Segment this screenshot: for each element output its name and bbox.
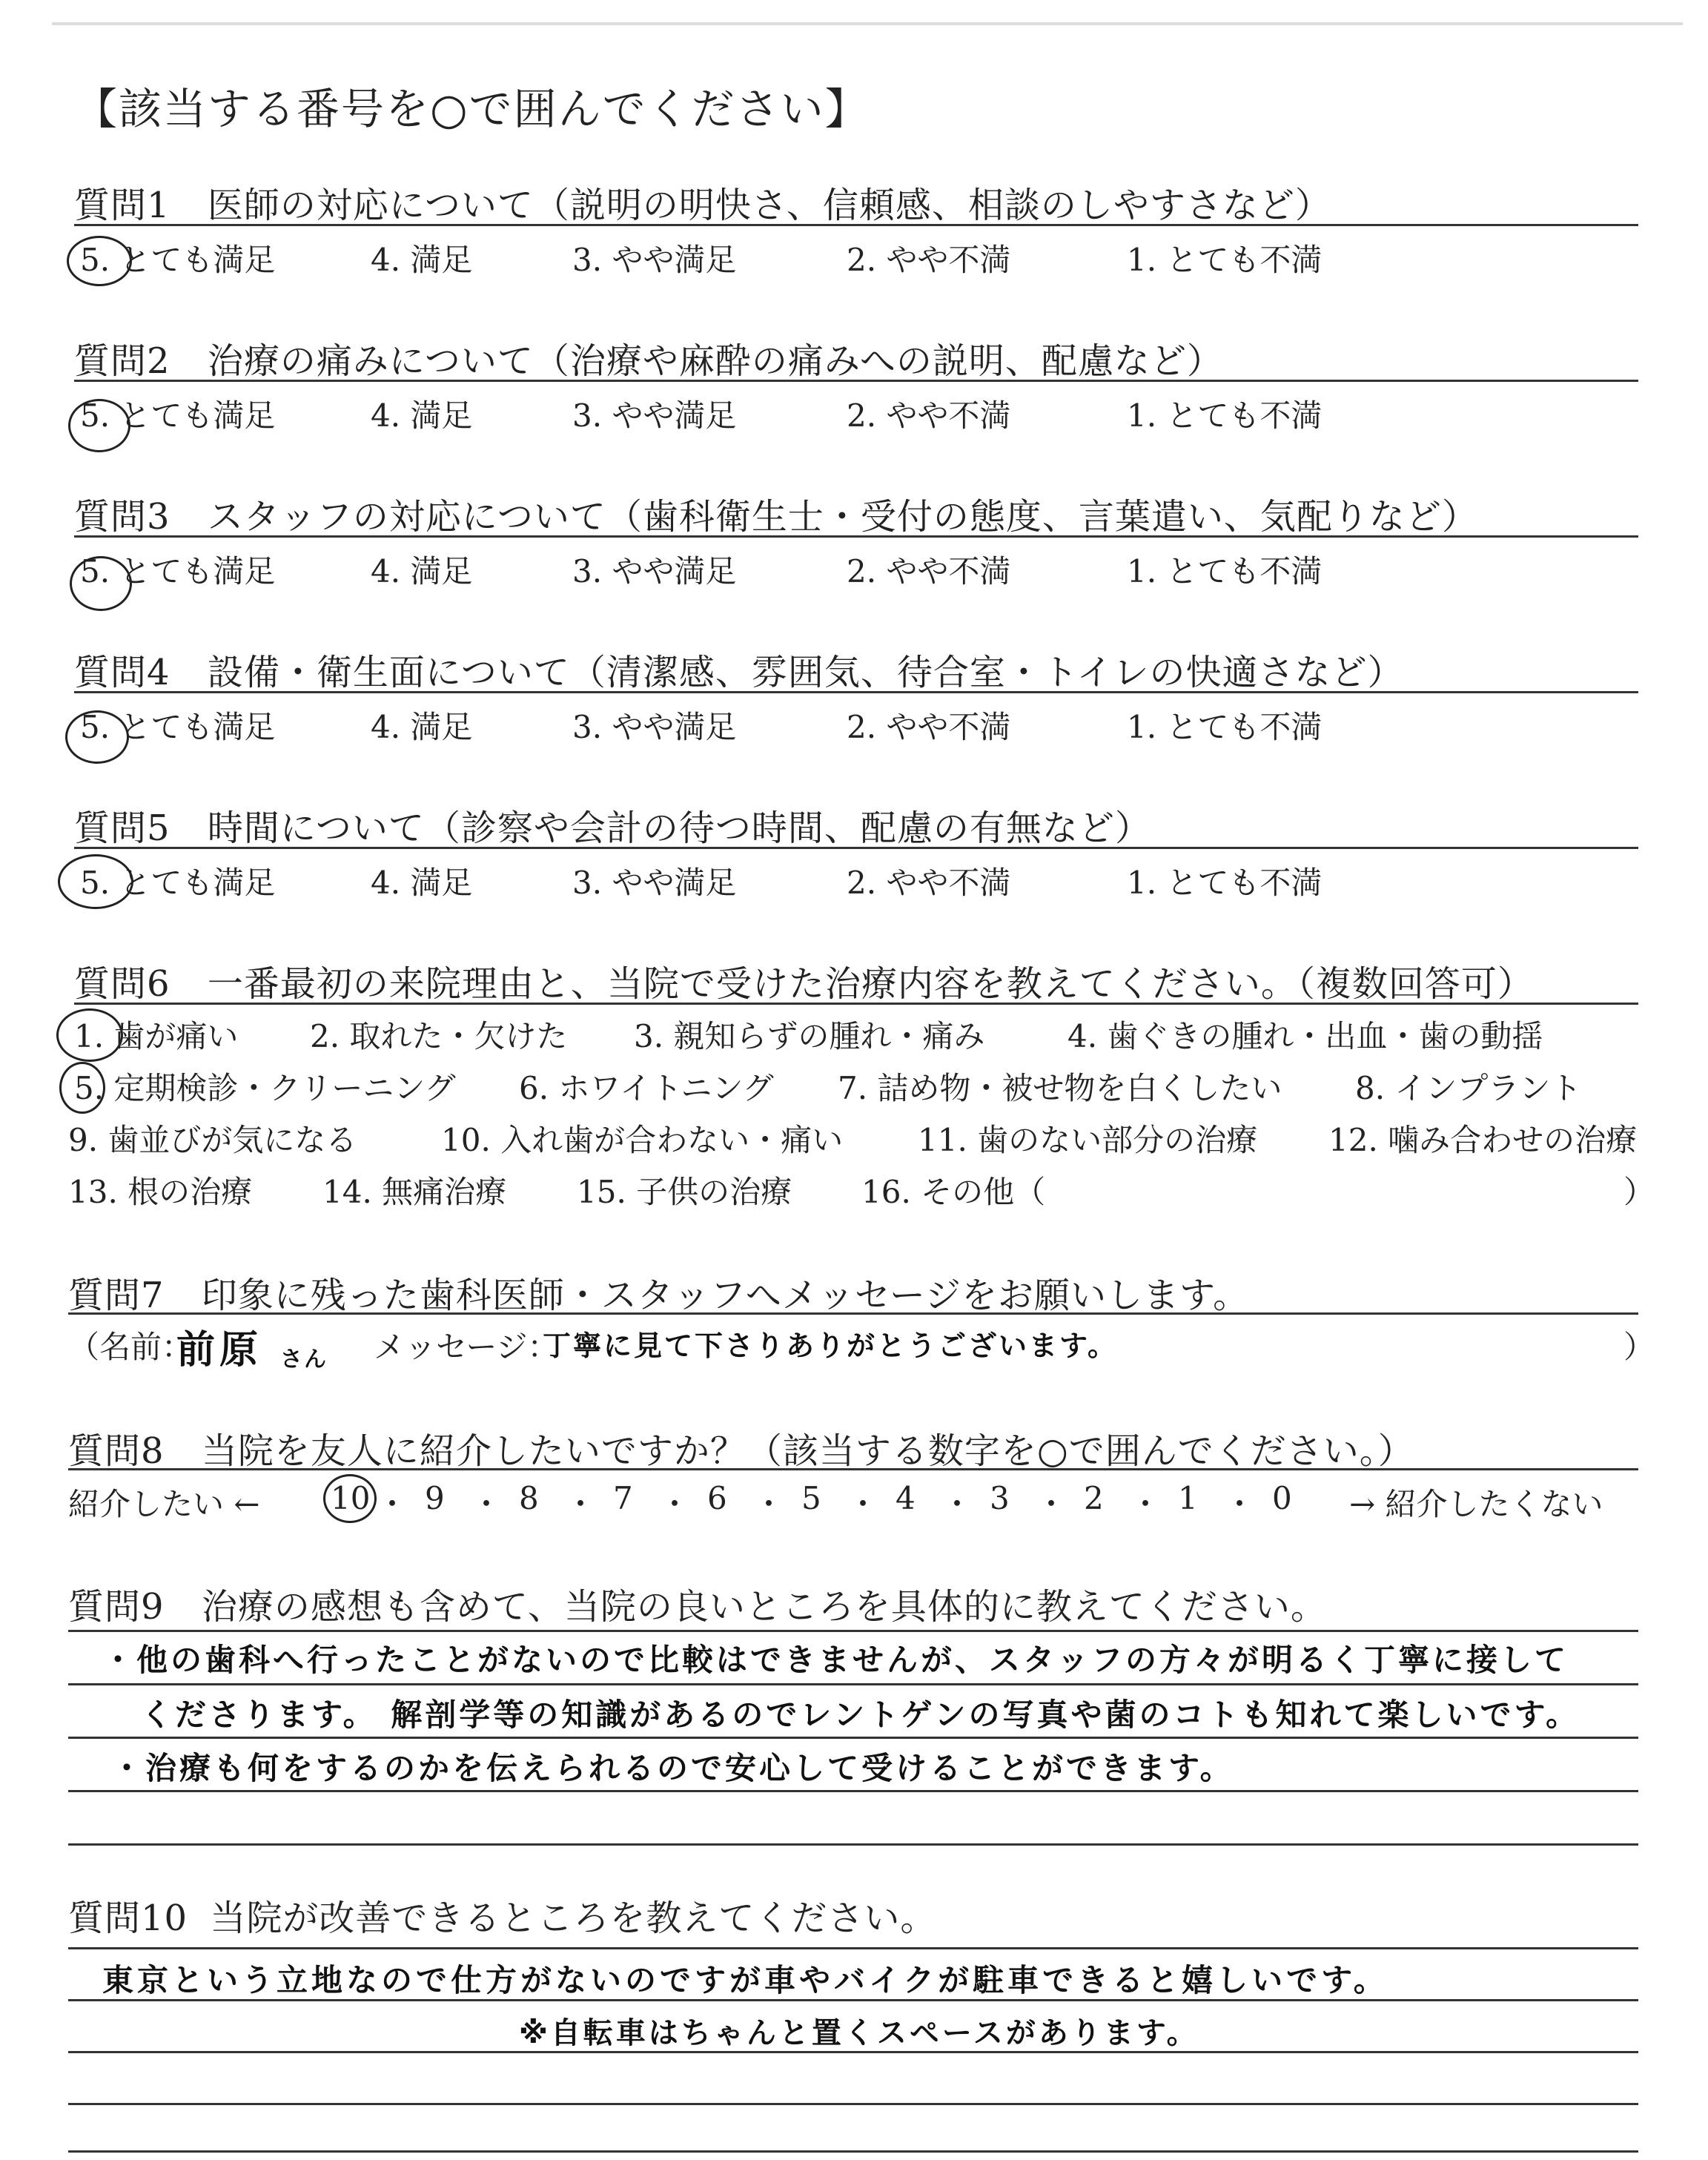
question-3-text: スタッフの対応について（歯科衛生士・受付の態度、言葉遣い、気配りなど） [207, 496, 1478, 538]
question-6-label: 質問6 [74, 963, 171, 1005]
question-6-rule [74, 1003, 1638, 1005]
question-1-label: 質問1 [74, 185, 171, 226]
question-2-rule [74, 380, 1638, 382]
question-5-rule [74, 847, 1638, 849]
q2-option-5[interactable]: 5. とても満足 [80, 397, 276, 434]
q4-option-1[interactable]: 1. とても不満 [1127, 709, 1323, 745]
question-8-heading [68, 1422, 1414, 1473]
q6-selected-circle-5 [59, 1062, 105, 1114]
q8-scale-value-10[interactable]: 10 [331, 1480, 371, 1516]
q4-option-4[interactable]: 4. 満足 [371, 709, 473, 745]
q3-option-5[interactable]: 5. とても満足 [80, 553, 276, 589]
q1-option-1[interactable]: 1. とても不満 [1127, 242, 1323, 278]
q2-selected-circle [68, 399, 130, 452]
q8-right-label: → 紹介したくない [1349, 1486, 1603, 1522]
q6-option-11[interactable]: 11. 歯のない部分の治療 [918, 1122, 1258, 1158]
question-10-text: 当院が改善できるところを教えてください。 [210, 1898, 937, 1939]
q2-option-3[interactable]: 3. やや満足 [572, 397, 737, 434]
q8-scale-separator: ・ [941, 1486, 973, 1522]
question-1-heading [74, 176, 1331, 228]
q8-selected-circle [323, 1474, 377, 1523]
q8-scale-value-9[interactable]: 9 [425, 1480, 445, 1516]
q8-scale-value-6[interactable]: 6 [707, 1480, 727, 1516]
q9-answer-text-1[interactable]: ・他の歯科へ行ったことがないので比較はできませんが、スタッフの方々が明るく丁寧に接して [102, 1642, 1569, 1678]
q6-selected-circle-1 [56, 1008, 123, 1062]
q8-scale-value-0[interactable]: 0 [1272, 1480, 1292, 1516]
question-3-label: 質問3 [74, 496, 171, 538]
q6-option-2[interactable]: 2. 取れた・欠けた [310, 1018, 568, 1054]
q8-scale-separator: ・ [565, 1486, 597, 1522]
q10-answer-line-4 [68, 2103, 1638, 2105]
q1-option-4[interactable]: 4. 満足 [371, 242, 473, 278]
q7-message-value[interactable]: 丁寧に見て下さりありがとうございます。 [543, 1330, 1118, 1362]
q6-option-1[interactable]: 1. 歯が痛い [74, 1018, 239, 1054]
q7-close-paren: ） [1623, 1329, 1655, 1365]
question-8-rule [68, 1468, 1638, 1470]
q6-option-6[interactable]: 6. ホワイトニング [519, 1070, 774, 1106]
q7-name-value[interactable]: 前原 [176, 1328, 263, 1373]
q8-scale-value-4[interactable]: 4 [896, 1480, 916, 1516]
q8-scale-value-2[interactable]: 2 [1084, 1480, 1104, 1516]
q4-option-5[interactable]: 5. とても満足 [80, 709, 276, 745]
question-6-heading [74, 955, 1534, 1006]
question-2-text: 治療の痛みについて（治療や麻酔の痛みへの説明、配慮など） [207, 340, 1223, 382]
q6-option-9[interactable]: 9. 歯並びが気になる [68, 1122, 357, 1158]
q9-answer-text-3[interactable]: ・治療も何をするのかを伝えられるので安心して受けることができます。 [111, 1750, 1234, 1786]
question-2-label: 質問2 [74, 340, 171, 382]
q3-option-1[interactable]: 1. とても不満 [1127, 553, 1323, 589]
q7-name-label: （名前： [68, 1329, 193, 1365]
q7-honorific: さん [280, 1347, 328, 1373]
question-4-rule [74, 691, 1638, 693]
question-5-label: 質問5 [74, 807, 171, 849]
question-6-text: 一番最初の来院理由と、当院で受けた治療内容を教えてください。（複数回答可） [207, 963, 1534, 1005]
q10-answer-text-2[interactable]: ※自転車はちゃんと置くスペースがあります。 [519, 2016, 1199, 2050]
question-7-rule [68, 1312, 1638, 1315]
question-7-text: 印象に残った歯科医師・スタッフへメッセージをお願いします。 [201, 1275, 1250, 1316]
q5-option-5[interactable]: 5. とても満足 [80, 865, 276, 901]
q1-selected-circle [67, 236, 132, 286]
q10-answer-line-1 [68, 1947, 1638, 1949]
question-10-label: 質問10 [68, 1898, 188, 1939]
q1-option-2[interactable]: 2. やや不満 [847, 242, 1011, 278]
question-8-text: 当院を友人に紹介したいですか？（該当する数字を○で囲んでください。） [201, 1430, 1414, 1472]
q5-option-3[interactable]: 3. やや満足 [572, 865, 737, 901]
q8-scale-value-1[interactable]: 1 [1178, 1480, 1198, 1516]
q5-option-2[interactable]: 2. やや不満 [847, 865, 1011, 901]
q8-scale-value-8[interactable]: 8 [519, 1480, 539, 1516]
q6-option-4[interactable]: 4. 歯ぐきの腫れ・出血・歯の動揺 [1068, 1018, 1543, 1054]
q6-option-12[interactable]: 12. 噛み合わせの治療 [1328, 1122, 1638, 1158]
question-5-heading [74, 799, 1151, 851]
question-2-heading [74, 332, 1223, 383]
question-5-text: 時間について（診察や会計の待つ時間、配慮の有無など） [207, 807, 1151, 849]
q1-option-3[interactable]: 3. やや満足 [572, 242, 737, 278]
page-title: 【該当する番号を○で囲んでください】 [74, 84, 870, 134]
q5-option-4[interactable]: 4. 満足 [371, 865, 473, 901]
question-7-label: 質問7 [68, 1275, 165, 1316]
q2-option-4[interactable]: 4. 満足 [371, 397, 473, 434]
q8-scale-separator: ・ [471, 1486, 503, 1522]
q9-answer-line-2 [68, 1683, 1638, 1685]
question-8-label: 質問8 [68, 1430, 165, 1472]
q7-message-label: メッセージ： [374, 1329, 559, 1365]
q2-option-1[interactable]: 1. とても不満 [1127, 397, 1323, 434]
q8-scale-separator: ・ [377, 1486, 408, 1522]
q4-option-3[interactable]: 3. やや満足 [572, 709, 737, 745]
q8-scale-separator: ・ [1224, 1486, 1256, 1522]
q4-option-2[interactable]: 2. やや不満 [847, 709, 1011, 745]
q9-answer-line-1 [68, 1630, 1638, 1632]
top-edge-line [52, 22, 1683, 25]
question-4-heading [74, 644, 1403, 695]
question-9-heading [68, 1578, 1327, 1629]
q8-scale-value-7[interactable]: 7 [613, 1480, 633, 1516]
question-9-label: 質問9 [68, 1586, 165, 1628]
q8-left-label: 紹介したい ← [68, 1486, 260, 1522]
q8-scale-separator: ・ [1130, 1486, 1162, 1522]
question-4-text: 設備・衛生面について（清潔感、雰囲気、待合室・トイレの快適さなど） [207, 652, 1404, 693]
q6-option-3[interactable]: 3. 親知らずの腫れ・痛み [634, 1018, 985, 1054]
q10-answer-text-1[interactable]: 東京という立地なので仕方がないのですが車やバイクが駐車できると嬉しいです。 [102, 1962, 1388, 1998]
question-4-label: 質問4 [74, 652, 171, 693]
q6-option-10[interactable]: 10. 入れ歯が合わない・痛い [441, 1122, 844, 1158]
q6-option-16[interactable]: 16. その他（ [861, 1174, 1046, 1210]
q9-answer-line-4 [68, 1790, 1638, 1792]
q8-scale-separator: ・ [659, 1486, 691, 1522]
q8-scale-separator: ・ [1036, 1486, 1068, 1522]
q10-answer-line-5 [68, 2150, 1638, 2153]
q4-selected-circle [65, 710, 129, 764]
q6-option-14[interactable]: 14. 無痛治療 [322, 1174, 507, 1210]
q8-scale-separator: ・ [847, 1486, 879, 1522]
q3-option-4[interactable]: 4. 満足 [371, 553, 473, 589]
q8-scale-separator: ・ [753, 1486, 785, 1522]
question-1-rule [74, 224, 1638, 226]
question-3-rule [74, 535, 1638, 538]
q5-selected-circle [58, 854, 133, 909]
q9-answer-text-2[interactable]: くださります。 解剖学等の知識があるのでレントゲンの写真や菌のコトも知れて楽しいです。 [141, 1697, 1580, 1733]
q8-scale-value-3[interactable]: 3 [990, 1480, 1010, 1516]
q6-option-15[interactable]: 15. 子供の治療 [577, 1174, 792, 1210]
question-3-heading [74, 488, 1478, 539]
q9-answer-line-3 [68, 1737, 1638, 1739]
question-7-heading [68, 1266, 1249, 1318]
q1-option-5[interactable]: 5. とても満足 [80, 242, 276, 278]
q2-option-2[interactable]: 2. やや不満 [847, 397, 1011, 434]
q3-option-3[interactable]: 3. やや満足 [572, 553, 737, 589]
q6-option-8[interactable]: 8. インプラント [1355, 1070, 1582, 1106]
question-10-heading [68, 1889, 936, 1941]
q6-option-5[interactable]: 5. 定期検診・クリーニング [74, 1070, 456, 1106]
q3-option-2[interactable]: 2. やや不満 [847, 553, 1011, 589]
q6-option-7[interactable]: 7. 詰め物・被せ物を白くしたい [838, 1070, 1282, 1106]
q9-answer-line-5 [68, 1843, 1638, 1846]
q3-selected-circle [70, 556, 132, 611]
q5-option-1[interactable]: 1. とても不満 [1127, 865, 1323, 901]
q6-close-paren: ） [1623, 1174, 1655, 1210]
question-1-text: 医師の対応について（説明の明快さ、信頼感、相談のしやすさなど） [207, 185, 1331, 226]
question-9-text: 治療の感想も含めて、当院の良いところを具体的に教えてください。 [201, 1586, 1327, 1628]
q6-option-13[interactable]: 13. 根の治療 [68, 1174, 253, 1210]
q8-scale-value-5[interactable]: 5 [801, 1480, 821, 1516]
